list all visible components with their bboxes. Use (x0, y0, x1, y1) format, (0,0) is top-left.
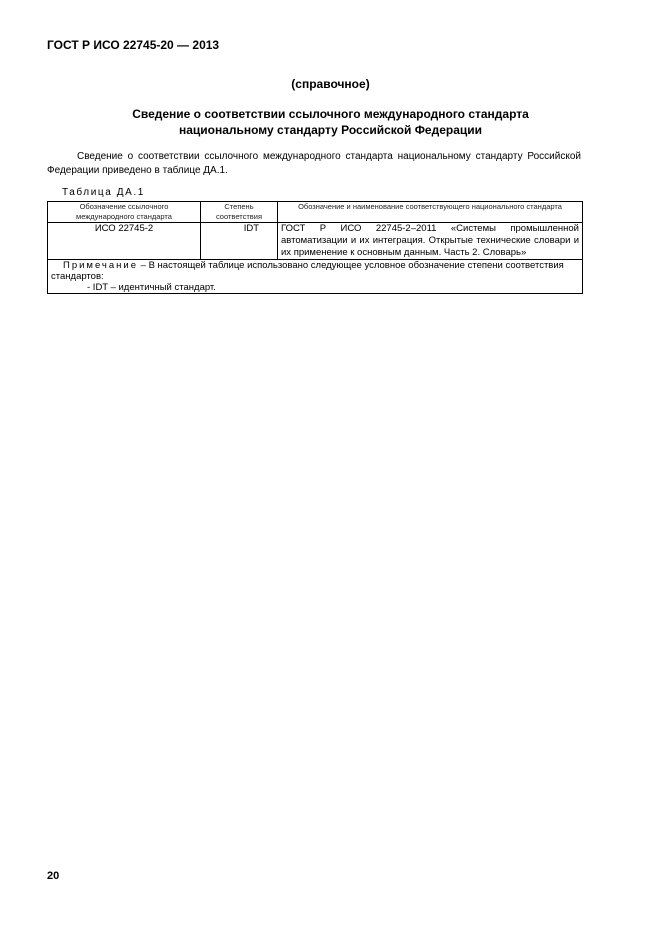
appendix-title-line-1: Сведение о соответствии ссылочного международного стандарта (132, 107, 529, 121)
cell-ref-standard: ИСО 22745-2 (48, 223, 201, 260)
header-degree: Степень соответствия (201, 202, 278, 223)
note-label: Примечание (63, 260, 138, 271)
appendix-title-line-2: национальному стандарту Российской Федерации (178, 123, 483, 137)
table-row (48, 223, 583, 260)
table-caption: Таблица ДА.1 (62, 187, 145, 198)
page-number: 20 (47, 870, 60, 882)
table-note-row (48, 260, 583, 294)
cell-national-standard: ГОСТ Р ИСО 22745-2–2011 «Системы промышленной автоматизации и их интеграция. Открытые технические словари и их применение к основным данным. Часть 2. Словарь» (278, 223, 583, 260)
cell-degree: IDT (201, 223, 278, 260)
header-ref-standard: Обозначение ссылочного международного стандарта (48, 202, 201, 223)
table-note (48, 260, 583, 294)
note-item: - IDT – идентичный стандарт. (87, 282, 216, 293)
appendix-type: (справочное) (291, 77, 370, 91)
correspondence-table (47, 201, 583, 294)
header-national-standard: Обозначение и наименование соответствующего национального стандарта (278, 202, 583, 223)
note-text: – В настоящей таблице использовано следующее условное обозначение степени соответствия стандартов: (51, 260, 564, 282)
appendix-title (90, 106, 571, 138)
table-header-row (48, 202, 583, 223)
document-header: ГОСТ Р ИСО 22745-20 — 2013 (47, 38, 220, 52)
note-text-block (51, 260, 579, 282)
intro-paragraph: Сведение о соответствии ссылочного международного стандарта национальному стандарту Российской Федерации приведено в таблице ДА.1. (47, 151, 581, 176)
